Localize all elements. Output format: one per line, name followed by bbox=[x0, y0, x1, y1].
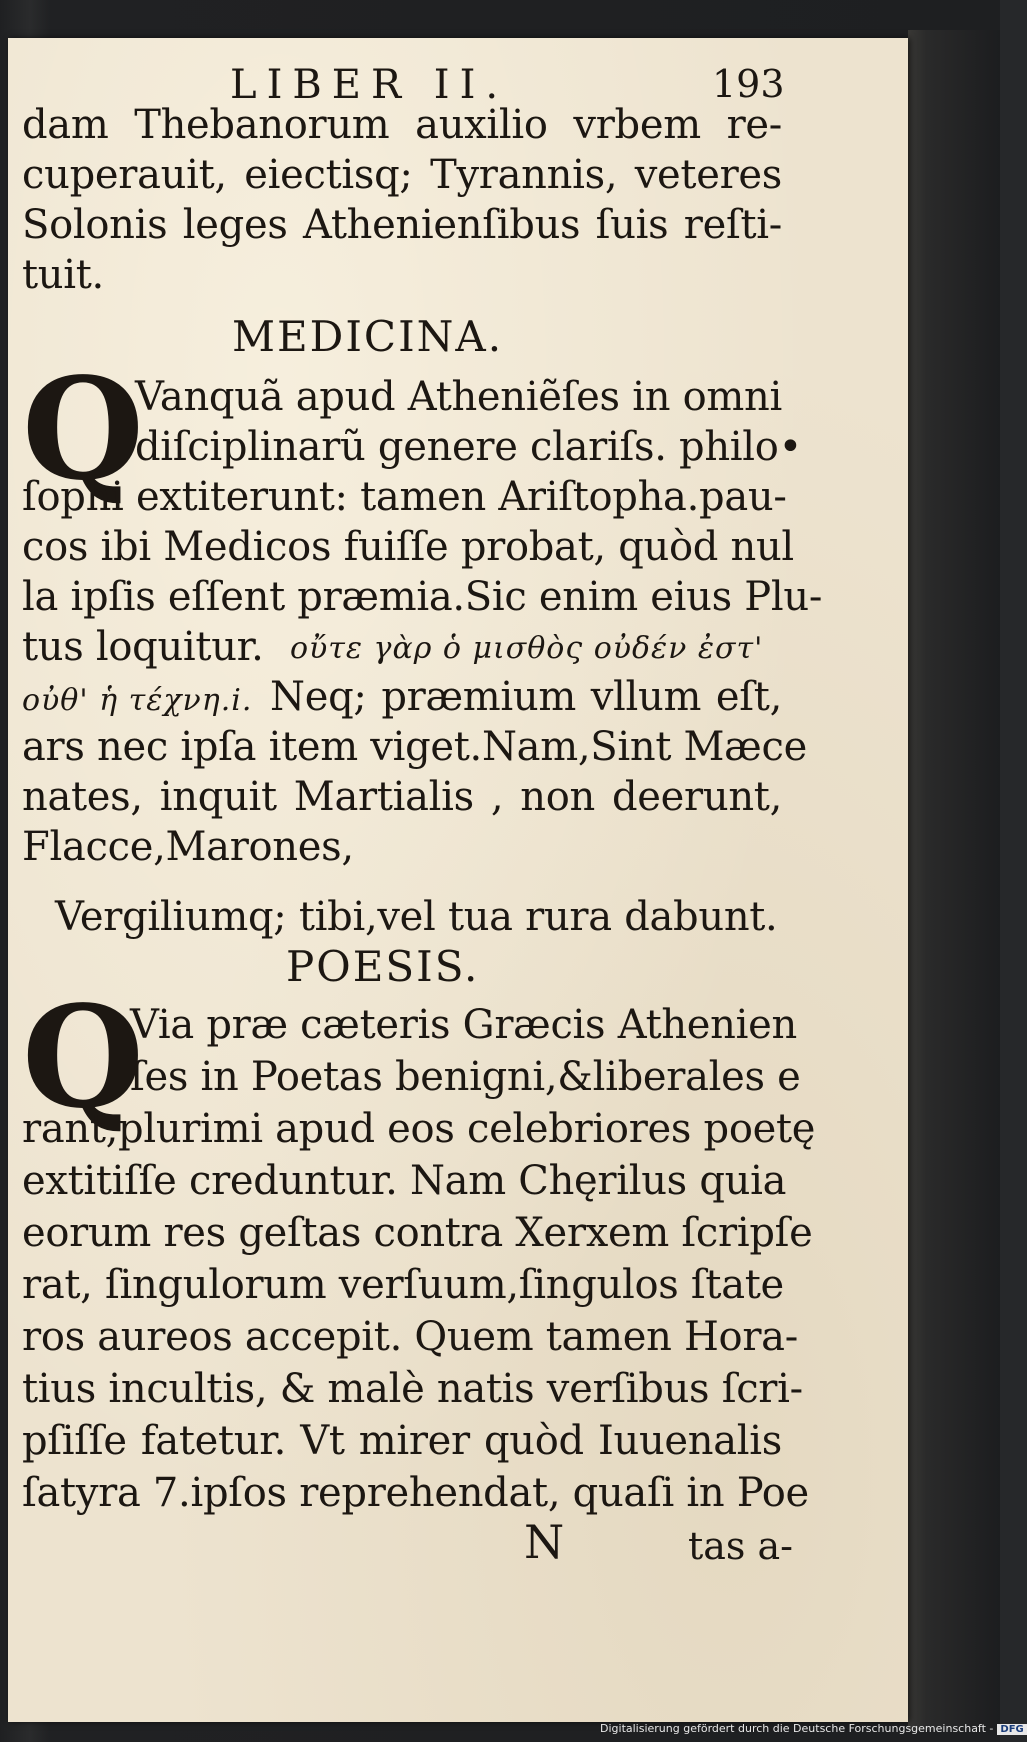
text-line: Via præ cæteris Græcis Athenien bbox=[130, 1002, 797, 1048]
text-line: pſiſſe fatetur. Vt mirer quòd Iuuenalis bbox=[22, 1418, 782, 1464]
drop-cap-poesis: Q bbox=[22, 976, 144, 1140]
text-line: Vanquã apud Atheniẽſes in omni bbox=[135, 374, 782, 420]
text-line: Solonis leges Athenienſibus ſuis reſti- bbox=[22, 202, 782, 248]
text-line: cos ibi Medicos fuiſſe probat, quòd nul bbox=[22, 524, 794, 570]
footer-text: Digitalisierung gefördert durch die Deutsche Forschungsgemeinschaft - bbox=[600, 1722, 994, 1735]
greek-quote: οὐθ' ἡ τέχνη.i. bbox=[22, 683, 253, 718]
text-line: Neq; præmium vllum eſt, bbox=[270, 674, 782, 720]
text-line: la ipſis eſſent præmia.Sic enim eius Plu- bbox=[22, 574, 823, 620]
running-header: LIBER II. bbox=[230, 62, 509, 108]
text-line: ſes in Poetas benigni,&liberales e bbox=[130, 1054, 801, 1100]
digitization-footer bbox=[600, 1722, 1024, 1740]
text-line: rant,plurimi apud eos celebriores poetę bbox=[22, 1106, 816, 1152]
text-line: diſciplinarũ genere clariſs. philo• bbox=[135, 424, 802, 470]
text-line: extitiſſe creduntur. Nam Chęrilus quia bbox=[22, 1158, 787, 1204]
text-line: nates, inquit Martialis , non deerunt, bbox=[22, 774, 782, 820]
text-line: rat, ſingulorum verſuum,ſingulos ſtate bbox=[22, 1262, 784, 1308]
text-line: ſatyra 7.ipſos reprehendat, quaſi in Poe bbox=[22, 1470, 809, 1516]
text-line: tus loquitur. bbox=[22, 624, 264, 670]
text-line: ars nec ipſa item viget.Nam,Sint Mæce bbox=[22, 724, 807, 770]
section-title-medicina: MEDICINA. bbox=[232, 312, 504, 361]
drop-cap-medicina: Q bbox=[22, 348, 144, 512]
text-line: cuperauit, eiectisq; Tyrannis, veteres bbox=[22, 152, 782, 198]
page-number: 193 bbox=[712, 62, 785, 106]
text-line: ſophi extiterunt: tamen Ariſtopha.pau- bbox=[22, 474, 787, 520]
text-line: dam Thebanorum auxilio vrbem re- bbox=[22, 102, 782, 148]
greek-quote: οὔτε γὰρ ὁ μισθὸς οὐδέν ἐστ' bbox=[290, 631, 764, 666]
text-line: tius incultis, & malè natis verſibus ſcri- bbox=[22, 1366, 803, 1412]
text-line: eorum res geſtas contra Xerxem ſcripſe bbox=[22, 1210, 813, 1256]
text-line: tuit. bbox=[22, 252, 104, 298]
section-title-poesis: POESIS. bbox=[286, 942, 480, 991]
catchword: tas a- bbox=[688, 1524, 794, 1568]
dfg-logo: DFG bbox=[997, 1724, 1026, 1735]
text-line: Flacce,Marones, bbox=[22, 824, 354, 870]
text-line: ros aureos accepit. Quem tamen Hora- bbox=[22, 1314, 798, 1360]
verse-line: Vergiliumq; tibi,vel tua rura dabunt. bbox=[55, 894, 778, 940]
signature-mark: N bbox=[524, 1515, 565, 1569]
